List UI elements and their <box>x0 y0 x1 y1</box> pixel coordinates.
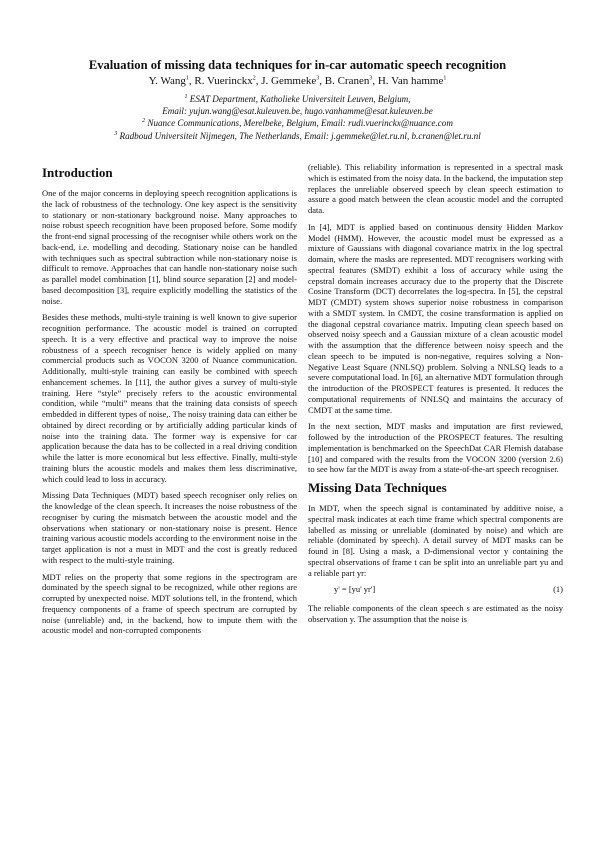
right-column <box>308 162 563 631</box>
paragraph: One of the major concerns in deploying speech recognition applications is the lack of robustness of the technology. One key aspect is the sensitivity to stationary or non-stationary background noise. Many approaches to noise robust speech recognition have been proposed before. Some modify the front-end signal processing of the recogniser while others work on the back-end, i.e. modelling and decoding. Stationary noise can be handled with techniques such as spectral subtraction while non-stationary noise is difficult to remove. Approaches that can handle non-stationary noise such as parallel model combination [1], blind source separation [2] and model-based decomposition [3], require explicitly modelling the statistics of the noise. <box>42 188 297 306</box>
paragraph: The reliable components of the clean speech s are estimated as the noisy observation y. The assumption that the noise is <box>308 603 563 624</box>
author: R. Vuerinckx$^2$, <box>194 75 262 87</box>
paragraph: MDT relies on the property that some regions in the spectrogram are dominated by the speech signal to be recognized, while other regions are corrupted by unexpected noise. MDT solutions tell, in the frontend, which frequency components of a frame of speech spectrum are corrupted by noise (unreliable) and, in the backend, how to impute them with the acoustic model and non-corrupted components <box>42 571 297 636</box>
affiliation: $^2$ Nuance Communications, Merelbeke, Belgium, Email: rudi.vuerinckx@nuance.com <box>142 118 453 129</box>
paragraph: Besides these methods, multi-style training is well known to give superior recognition performance. The acoustic model is trained on corrupted speech. It is a very effective and practical way to improve the noise robustness of a speech recogniser hence is widely applied on many commercial products such as VOCON 3200 of Nuance communication. Additionally, multi-style training can easily be combined with speech enhancement schemes. In [11], the author gives a survey of multi-style training. Here “style” precisely refers to the acoustic environmental condition, while “multi” means that the training data consists of speech embedded in different types of noise,. The noisy training data can either be obtained by direct recording or by artificially adding particular kinds of noise into the training data. The former way is expensive for car application because the data has to be collected in a real driving condition while the latter is more economical but less effective. Finally, multi-style training blurs the acoustic models and makes them less discriminative, which could lead to loss in accuracy. <box>42 312 297 484</box>
author: J. Gemmeke$^3$, <box>261 75 325 87</box>
paragraph: Missing Data Techniques (MDT) based speech recogniser only relies on the knowledge of the clean speech. It increases the noise robustness of the recogniser by curing the mismatch between the acoustic model and the observations when stationary or non-stationary noise is present. Hence training various acoustic models according to the environment noise in the target application is not a must in MDT and the cost is greatly reduced with respect to the multi-style training. <box>42 490 297 565</box>
affiliations <box>40 93 555 142</box>
affiliation: Email: yujun.wang@esat.kuleuven.be, hugo.vanhamme@esat.kuleuven.be <box>162 106 433 117</box>
author: B. Cranen$^3$, <box>324 75 378 87</box>
equation-number: (1) <box>553 584 563 595</box>
paragraph-continuation: (reliable). This reliability information is represented in a spectral mask which is estimated from the noisy data. In the backend, the imputation step replaces the unreliable observed speech by clean speech estimation to assure a good match between the clean acoustic model and the corrupted data. <box>308 162 563 215</box>
paper-title: Evaluation of missing data techniques for in-car automatic speech recognition <box>88 58 507 72</box>
affiliation: $^3$ Radboud Universiteit Nijmegen, The Netherlands, Email: j.gemmeke@let.ru.nl, b.cranen@let.ru.nl <box>114 130 481 141</box>
affiliation: $^1$ ESAT Department, Katholieke Universiteit Leuven, Belgium, <box>184 93 411 104</box>
author: Y. Wang$^1$, <box>148 75 195 87</box>
paragraph: In the next section, MDT masks and imputation are first reviewed, followed by the introduction of the PROSPECT features. The resulting implementation is benchmarked on the SpeechDat CAR Flemish database [10] and compared with the results from the VOCON 3200 (version 2.6) to see how far the MDT is away from a state-of-the-art speech recogniser. <box>308 421 563 475</box>
section-heading-missing-data: Missing Data Techniques <box>308 480 447 495</box>
author: H. Van hamme$^1$ <box>377 75 447 87</box>
paragraph: In MDT, when the speech signal is contaminated by additive noise, a spectral mask indicates at each time frame which spectral components are labelled as missing or unreliable (dominated by noise) and which are reliable (dominated by speech). A detail survey of MDT masks can be found in [8]. Using a mask, a D-dimensional vector y containing the spectral observations of frame t can be split into an unreliable part yu and a reliable part yr: <box>308 503 563 578</box>
author-list <box>40 75 555 88</box>
equation-1 <box>308 584 563 595</box>
equation-body: y' = [yu' yr'] <box>334 584 376 595</box>
left-column <box>42 162 297 642</box>
section-heading-introduction: Introduction <box>42 165 113 180</box>
paragraph: In [4], MDT is applied based on continuous density Hidden Markov Model (HMM). However, the acoustic model must be expressed as a mixture of Gaussians with diagonal covariance matrix in the log spectral domain, where the masks are represented. MDT recognisers working with spectral features (SMDT) exhibit a loss of accuracy while using the cepstral domain increases accuracy due to the property that the Discrete Cosine Transform (DCT) decorrelates the log-spectra. In [5], the cepstral MDT (CMDT) system shows superior noise robustness in comparison with a SMDT system. In CMDT, the cosine transformation is applied on the diagonal cepstral covariance matrix. Imputing clean speech based on observed noisy speech and a Gaussian mixture of a clean acoustic model with the assumption that the difference between noisy speech and the clean speech to be imputed is non-negative, requires solving a Non-Negative Least Square (NNLSQ) problem. Solving a NNLSQ leads to a severe computational load. In [6], an alternative MDT formulation through the introduction of the PROSPECT features is presented. It reduces the computational requirements of NNLSQ and maintains the accuracy of CMDT at the same time. <box>308 221 563 415</box>
